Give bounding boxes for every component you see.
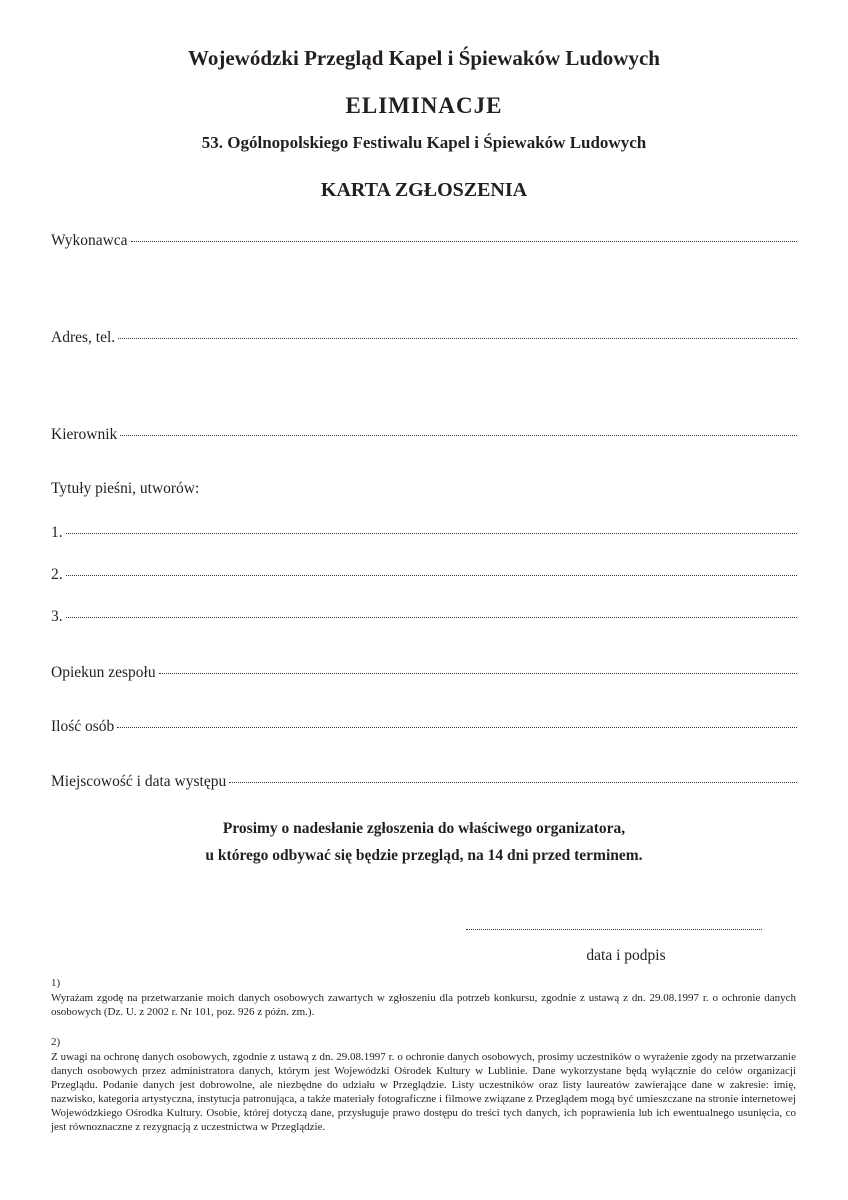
leader-label: Kierownik <box>51 426 118 443</box>
festival-subtitle: 53. Ogólnopolskiego Festiwalu Kapel i Śpiewaków Ludowych <box>201 133 647 152</box>
guardian-dotted-line[interactable] <box>159 672 797 674</box>
song-3-field[interactable] <box>51 608 797 626</box>
people-count-field[interactable] <box>51 718 797 736</box>
address-label: Adres, tel. <box>51 329 116 346</box>
people-count-label: Ilość osób <box>51 718 115 735</box>
signature-dotted-line[interactable] <box>466 928 762 930</box>
address-continuation-field[interactable] <box>51 372 797 374</box>
guardian-label: Opiekun zespołu <box>51 664 156 681</box>
performer-field[interactable] <box>51 232 797 250</box>
eliminations-heading: ELIMINACJE <box>345 93 503 118</box>
submission-notice-line-2: u którego odbywać się będzie przegląd, na 14 dni przed terminem. <box>205 847 643 864</box>
address-dotted-line[interactable] <box>118 337 797 339</box>
song-2-field[interactable] <box>51 566 797 584</box>
song-2-label: 2. <box>51 566 63 583</box>
performer-continuation-field[interactable] <box>51 276 797 278</box>
submission-notice-line-1: Prosimy o nadesłanie zgłoszenia do właściwego organizatora, <box>222 820 626 837</box>
people-count-dotted-line[interactable] <box>117 726 797 728</box>
song-1-dotted-line[interactable] <box>66 532 797 534</box>
performer-dotted-line[interactable] <box>131 240 797 242</box>
form-title: KARTA ZGŁOSZENIA <box>320 179 528 201</box>
footnote-2-text: Z uwagi na ochronę danych osobowych, zgodnie z ustawą z dn. 29.08.1997 r. o ochronie danych osobowych, prosimy uczestników o wyrażenie zgody na przetwarzanie danych osobowych przez administratora danych, którym jest Wojewódzki Ośrodek Kultury w Lublinie. Dane wykorzystane będą wyłącznie do celów organizacji Przeglądu. Podanie danych jest dobrowolne, ale niezbędne do udziału w Przeglądzie. Listy uczestników oraz listy laureatów zawierające dane w zakresie: imię, nazwisko, kategoria artystyczna, instytucja patronująca, a także materiały fotograficzne i filmowe związane z Przeglądem mogą być umieszczane na stronie internetowej Wojewódzkiego Ośrodka Kultury. Osobie, której dotyczą dane, przysługuje prawo dostępu do treści tych danych, ich poprawienia lub ich ewentualnego usunięcia, co jest równoznaczne z rezygnacją z uczestnictwa w Przeglądzie. <box>51 1051 796 1133</box>
address-field[interactable] <box>51 329 797 347</box>
leader-dotted-line[interactable] <box>120 434 797 436</box>
song-3-label: 3. <box>51 608 63 625</box>
song-1-label: 1. <box>51 524 63 541</box>
leader-field[interactable] <box>51 426 797 444</box>
footnote-1-number: 1) <box>51 977 61 989</box>
footnote-2-number: 2) <box>51 1036 61 1048</box>
place-date-label: Miejscowość i data występu <box>51 773 227 790</box>
titles-label: Tytuły pieśni, utworów: <box>51 480 200 497</box>
footnote-1-text: Wyrażam zgodę na przetwarzanie moich danych osobowych zawartych w zgłoszeniu dla potrzeb konkursu, zgodnie z ustawą z dn. 29.08.1997 r. o ochronie danych osobowych (Dz. U. z 2002 r. Nr 101, poz. 926 z późn. zm.). <box>51 992 796 1018</box>
signature-label: data i podpis <box>586 947 666 964</box>
song-1-field[interactable] <box>51 524 797 542</box>
place-date-dotted-line[interactable] <box>229 781 797 783</box>
place-date-field[interactable] <box>51 773 797 791</box>
organizer-title: Wojewódzki Przegląd Kapel i Śpiewaków Ludowych <box>188 46 660 70</box>
guardian-field[interactable] <box>51 664 797 682</box>
song-2-dotted-line[interactable] <box>66 574 797 576</box>
song-3-dotted-line[interactable] <box>66 616 797 618</box>
performer-label: Wykonawca <box>51 232 128 249</box>
